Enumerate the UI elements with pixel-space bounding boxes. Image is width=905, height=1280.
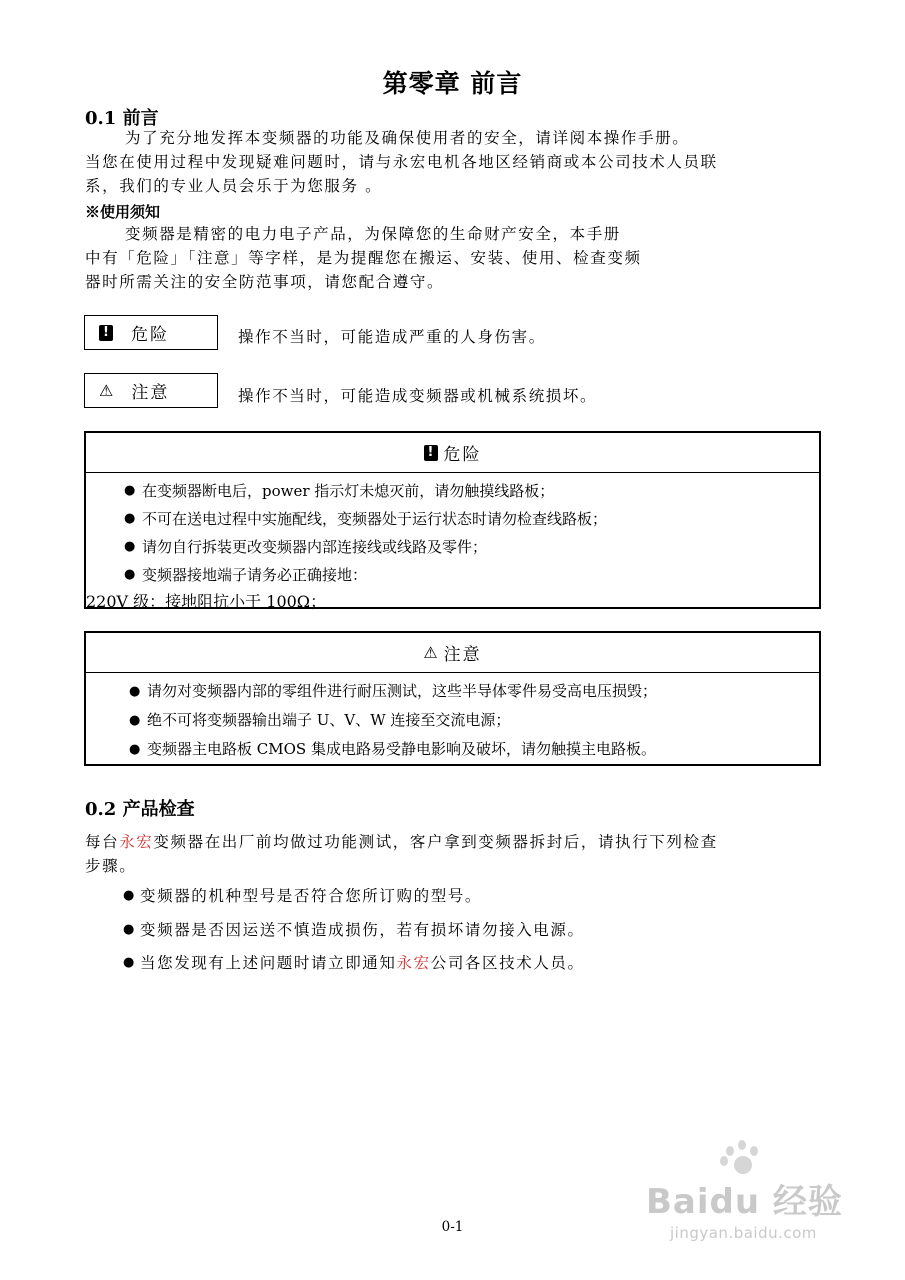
danger-item: ● 请勿自行拆装更改变频器内部连接线或线路及零件； xyxy=(86,533,819,561)
danger-box-header xyxy=(86,433,819,473)
bullet-icon: ● xyxy=(124,511,136,526)
product-check-line: 每台永宏变频器在出厂前均做过功能测试，客户拿到变频器拆封后，请执行下列检查 xyxy=(85,833,718,851)
legend-danger-label: 危险 xyxy=(131,325,169,345)
legend-danger-box xyxy=(84,315,218,350)
usage-line: 中有「危险」「注意」等字样，是为提醒您在搬运、安装、使用、检查变频 xyxy=(85,249,642,267)
bullet-icon: ● xyxy=(129,713,141,728)
caution-item: ● 绝不可将变频器输出端子 U、V、W 连接至交流电源； xyxy=(86,706,819,735)
page-number: 0-1 xyxy=(441,1219,464,1235)
caution-box-header xyxy=(86,633,819,673)
preface-line: 当您在使用过程中发现疑难问题时，请与永宏电机各地区经销商或本公司技术人员联 xyxy=(85,153,718,171)
watermark-url: jingyan.baidu.com xyxy=(670,1224,817,1242)
danger-list xyxy=(86,473,819,589)
bullet-icon: ● xyxy=(129,742,141,757)
legend-danger-description: 操作不当时，可能造成严重的人身伤害。 xyxy=(238,328,546,346)
danger-box xyxy=(84,431,821,609)
bullet-icon: ● xyxy=(123,888,135,903)
bullet-icon: ● xyxy=(123,921,135,937)
check-item: ● 当您发现有上述问题时请立即通知永宏公司各区技术人员。 xyxy=(85,951,825,985)
danger-icon: ! xyxy=(424,445,438,461)
caution-box-title: 注意 xyxy=(443,645,482,665)
usage-line: 器时所需关注的安全防范事项，请您配合遵守。 xyxy=(85,273,445,291)
watermark-logo: Baidu 经验 xyxy=(646,1182,843,1222)
check-item: ● 变频器的机种型号是否符合您所订购的型号。 xyxy=(85,884,825,918)
danger-item: ● 不可在送电过程中实施配线，变频器处于运行状态时请勿检查线路板； xyxy=(86,505,819,533)
check-list xyxy=(85,884,825,985)
grounding-spec: 220V 级：接地阻抗小于 100Ω； xyxy=(86,592,327,611)
caution-list xyxy=(86,673,819,764)
preface-line: 系，我们的专业人员会乐于为您服务 。 xyxy=(85,177,383,195)
product-check-line: 步骤。 xyxy=(85,857,137,875)
caution-icon: ⚠ xyxy=(99,380,114,400)
preface-paragraph xyxy=(85,126,825,198)
brand-name: 永宏 xyxy=(119,833,154,851)
caution-item: ● 请勿对变频器内部的零组件进行耐压测试，这些半导体零件易受高电压损毁； xyxy=(86,677,819,706)
section-heading-product-check: 0.2 产品检查 xyxy=(85,799,195,820)
brand-name: 永宏 xyxy=(396,954,431,972)
chapter-title: 第零章 前言 xyxy=(382,69,523,98)
bullet-icon: ● xyxy=(123,955,135,970)
usage-line: 变频器是精密的电力电子产品，为保障您的生命财产安全，本手册 xyxy=(125,225,621,243)
danger-icon: ! xyxy=(99,325,113,341)
bullet-icon: ● xyxy=(129,684,141,699)
danger-item: ● 在变频器断电后，power 指示灯未熄灭前，请勿触摸线路板； xyxy=(86,477,819,505)
product-check-paragraph xyxy=(85,830,825,878)
legend-caution-description: 操作不当时，可能造成变频器或机械系统损坏。 xyxy=(238,387,598,405)
bullet-icon: ● xyxy=(124,483,136,498)
caution-item: ● 变频器主电路板 CMOS 集成电路易受静电影响及破坏，请勿触摸主电路板。 xyxy=(86,735,819,764)
check-item: ● 变频器是否因运送不慎造成损伤，若有损坏请勿接入电源。 xyxy=(85,918,825,952)
danger-item: ● 变频器接地端子请务必正确接地： xyxy=(86,561,819,589)
danger-box-title: 危险 xyxy=(443,445,482,465)
usage-paragraph xyxy=(85,222,825,294)
bullet-icon: ● xyxy=(124,567,136,582)
bullet-icon: ● xyxy=(124,539,136,554)
usage-note-title: ※使用须知 xyxy=(85,203,161,221)
legend-caution-label: 注意 xyxy=(131,383,170,403)
preface-line: 为了充分地发挥本变频器的功能及确保使用者的安全，请详阅本操作手册。 xyxy=(125,129,690,147)
caution-box xyxy=(84,631,821,766)
legend-caution-box xyxy=(84,373,218,408)
caution-icon: ⚠ xyxy=(423,642,438,662)
section-heading-preface: 0.1 前言 xyxy=(85,108,159,129)
